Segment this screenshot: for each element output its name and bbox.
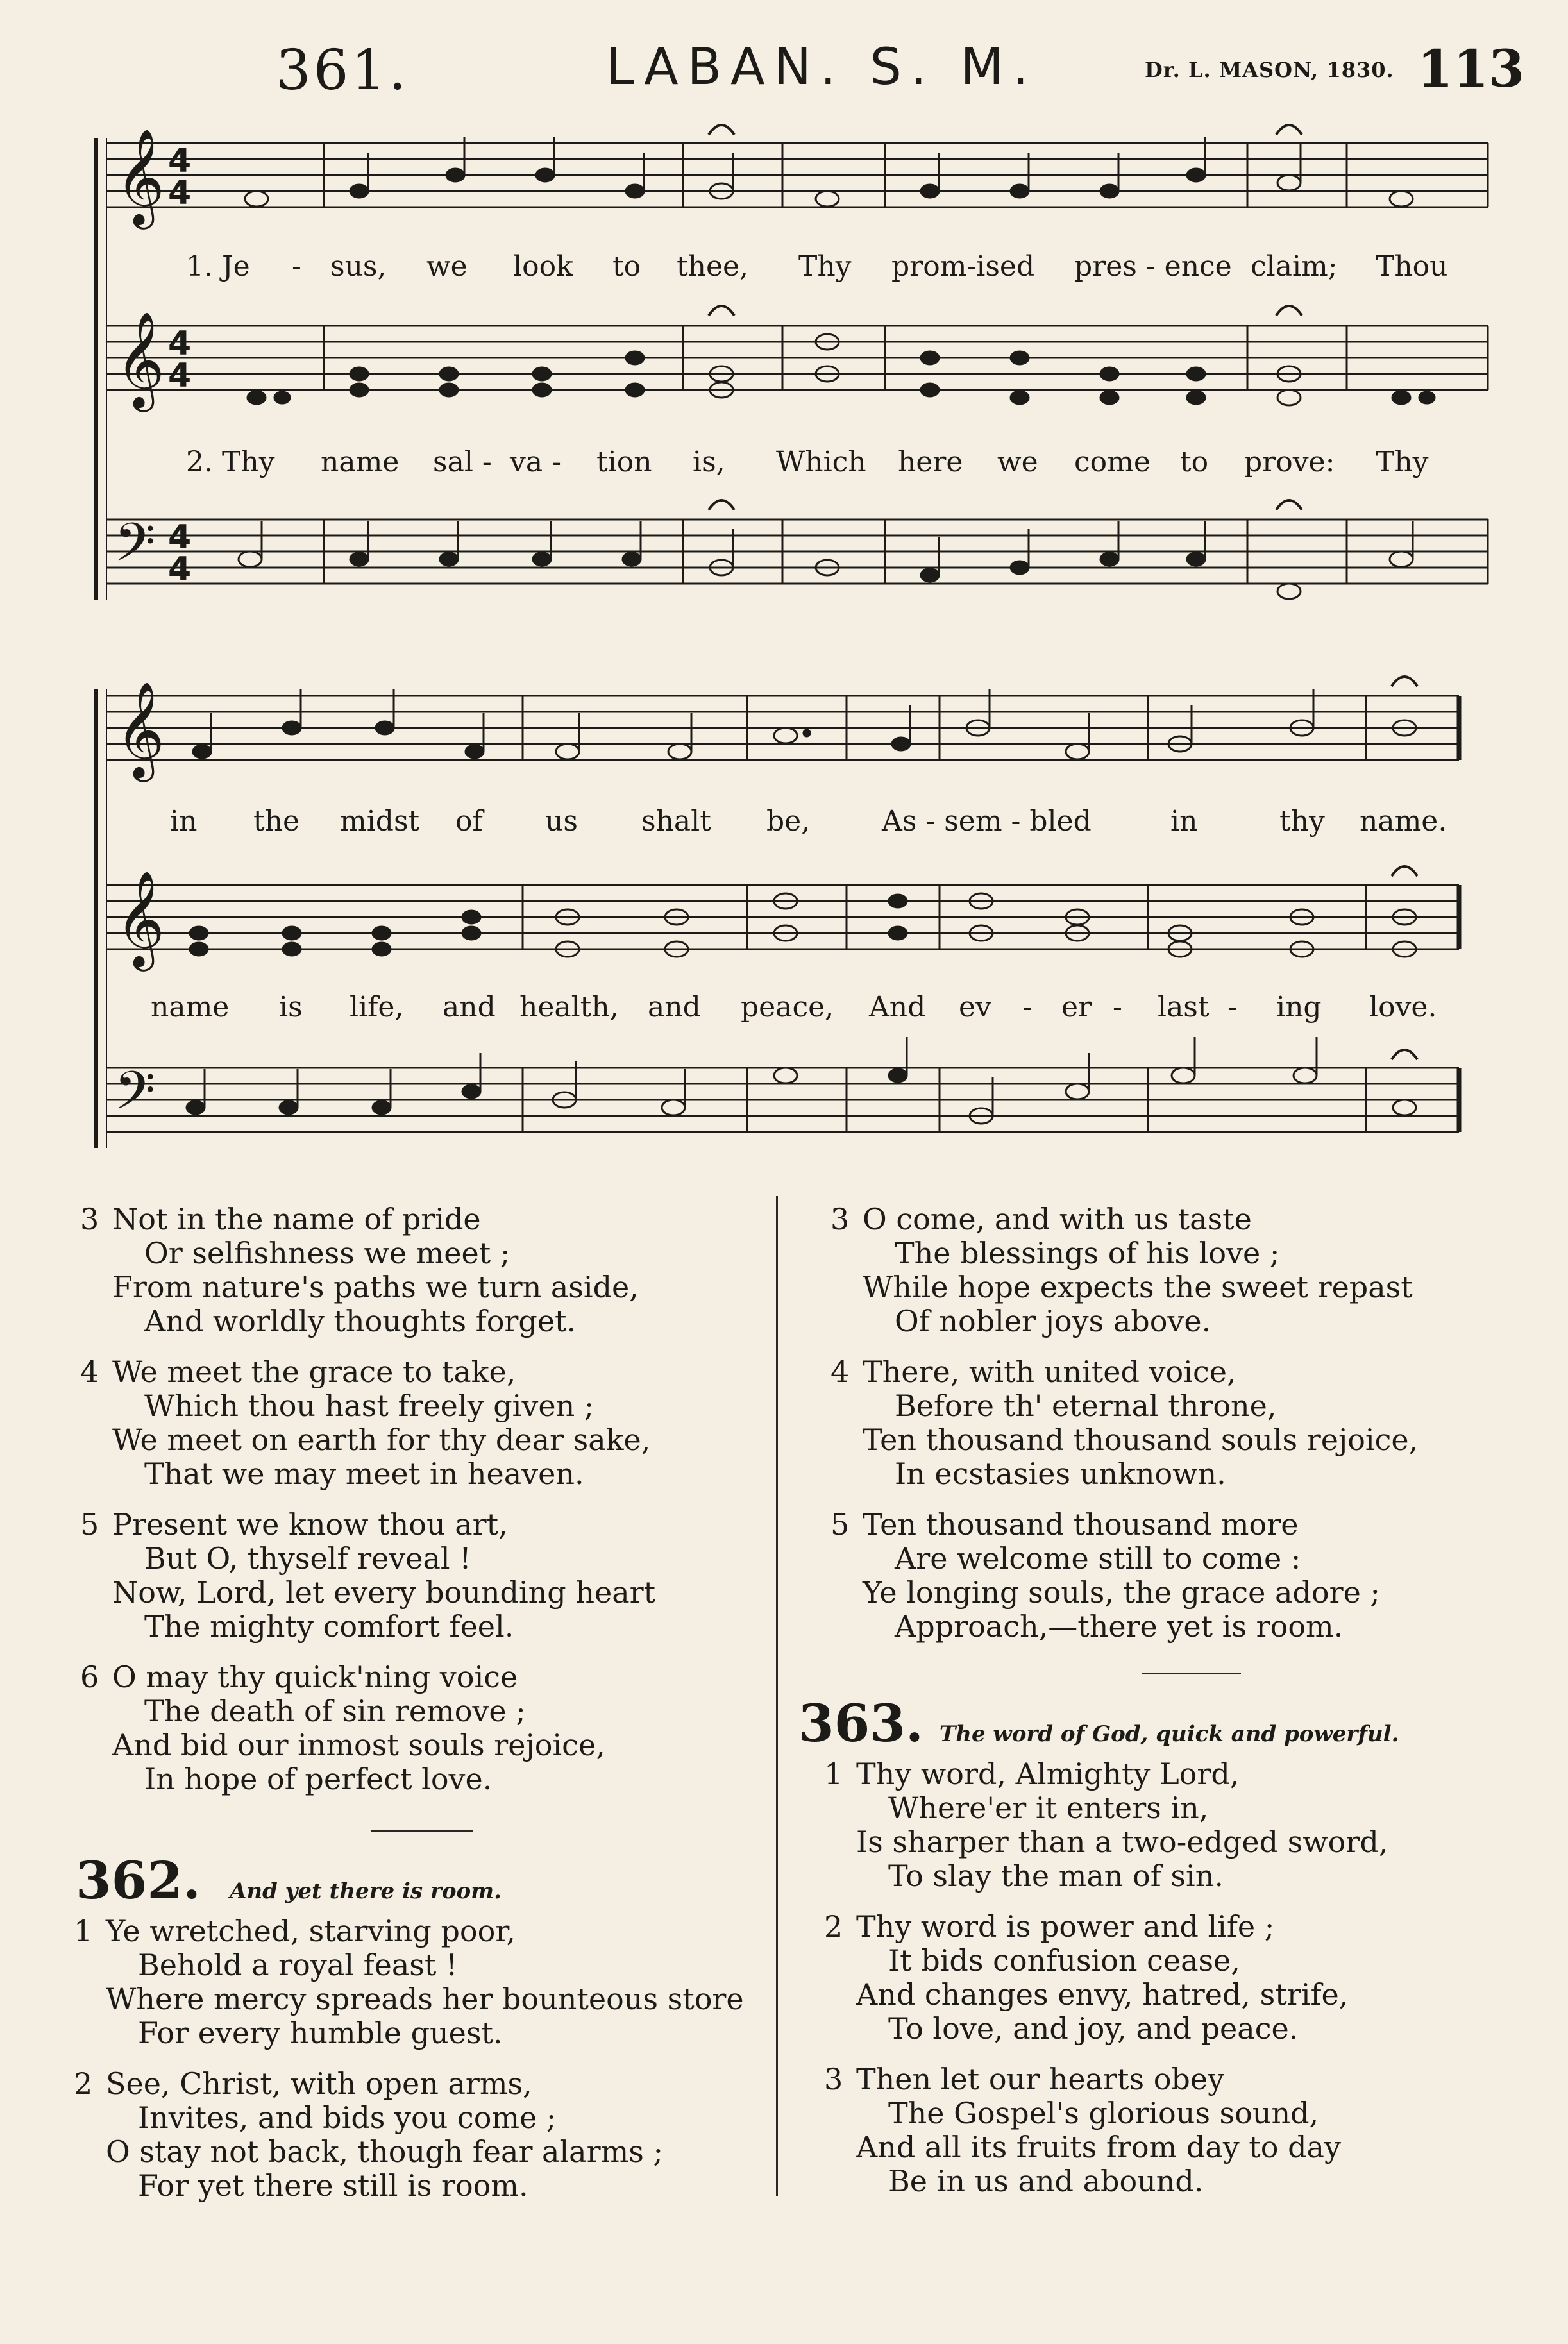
treble-clef-icon: 𝄞: [115, 680, 165, 778]
column-divider: [776, 1196, 778, 2196]
verse: 6 O may thy quick'ning voice The death of sin remove ; And bid our inmost souls rejoice, In hope of perfect love.: [80, 1660, 605, 1796]
page-number: 113: [1417, 38, 1524, 99]
hymn-number: 361.: [276, 38, 409, 103]
hymn-362-heading: 362. And yet there is room.: [76, 1850, 502, 1910]
svg-text:4: 4: [168, 518, 192, 557]
treble-clef-icon: 𝄞: [115, 128, 165, 225]
tune-title: LABAN. S. M.: [606, 38, 1038, 96]
staff-alto-2: [106, 885, 1459, 949]
hymn-363-heading: 363. The word of God, quick and powerful.: [798, 1693, 1399, 1753]
staff-soprano-1: [106, 143, 1488, 207]
treble-clef-icon: 𝄞: [115, 310, 165, 408]
staff-bass-1: [106, 519, 1488, 584]
hymn-362-verses-right: [830, 1202, 1536, 1644]
staff-bass-2: [106, 1068, 1459, 1132]
treble-clef-icon: 𝄞: [115, 870, 165, 967]
hymn-361-verses: [80, 1202, 766, 1796]
verse: 4 We meet the grace to take, Which thou hast freely given ; We meet on earth for thy dear sake, That we may meet in heaven.: [80, 1354, 651, 1491]
svg-text:4: 4: [168, 142, 192, 180]
bass-clef-icon: 𝄢: [114, 1059, 156, 1134]
composer-credit: Dr. L. MASON, 1830.: [1145, 58, 1394, 82]
verse: 2 See, Christ, with open arms, Invites, and bids you come ; O stay not back, though fear alarms ; For yet there still is room.: [74, 2066, 663, 2203]
verse: 3 Not in the name of pride Or selfishness we meet ; From nature's paths we turn aside, And worldly thoughts forget.: [80, 1202, 639, 1338]
section-rule: [371, 1830, 473, 1832]
music-score: [0, 0, 1568, 1161]
verse: 2 Thy word is power and life ; It bids confusion cease, And changes envy, hatred, strife, To love, and joy, and peace.: [824, 1909, 1349, 2046]
hymn-362-verses-left: [74, 1914, 773, 2203]
verse: 3 Then let our hearts obey The Gospel's glorious sound, And all its fruits from day to day Be in us and abound.: [824, 2062, 1341, 2198]
verse: 5 Present we know thou art, But O, thyself reveal ! Now, Lord, let every bounding heart The mighty comfort feel.: [80, 1507, 656, 1644]
verse: 4 There, with united voice, Before th' eternal throne, Ten thousand thousand souls rejoice, In ecstasies unknown.: [830, 1354, 1419, 1491]
verse: 1 Ye wretched, starving poor, Behold a royal feast ! Where mercy spreads her bounteous store For every humble guest.: [74, 1914, 744, 2050]
svg-text:4: 4: [168, 357, 192, 395]
hymn-363-verses: [824, 1757, 1536, 2198]
svg-text:4: 4: [168, 550, 192, 589]
bass-clef-icon: 𝄢: [114, 511, 156, 586]
svg-text:4: 4: [168, 174, 192, 212]
svg-text:4: 4: [168, 325, 192, 363]
section-rule: [1142, 1673, 1241, 1674]
verse: 5 Ten thousand thousand more Are welcome still to come : Ye longing souls, the grace adore ; Approach,—there yet is room.: [830, 1507, 1380, 1644]
verse: 1 Thy word, Almighty Lord, Where'er it enters in, Is sharper than a two-edged sword, To slay the man of sin.: [824, 1757, 1388, 1893]
verse: 3 O come, and with us taste The blessings of his love ; While hope expects the sweet repast Of nobler joys above.: [830, 1202, 1413, 1338]
